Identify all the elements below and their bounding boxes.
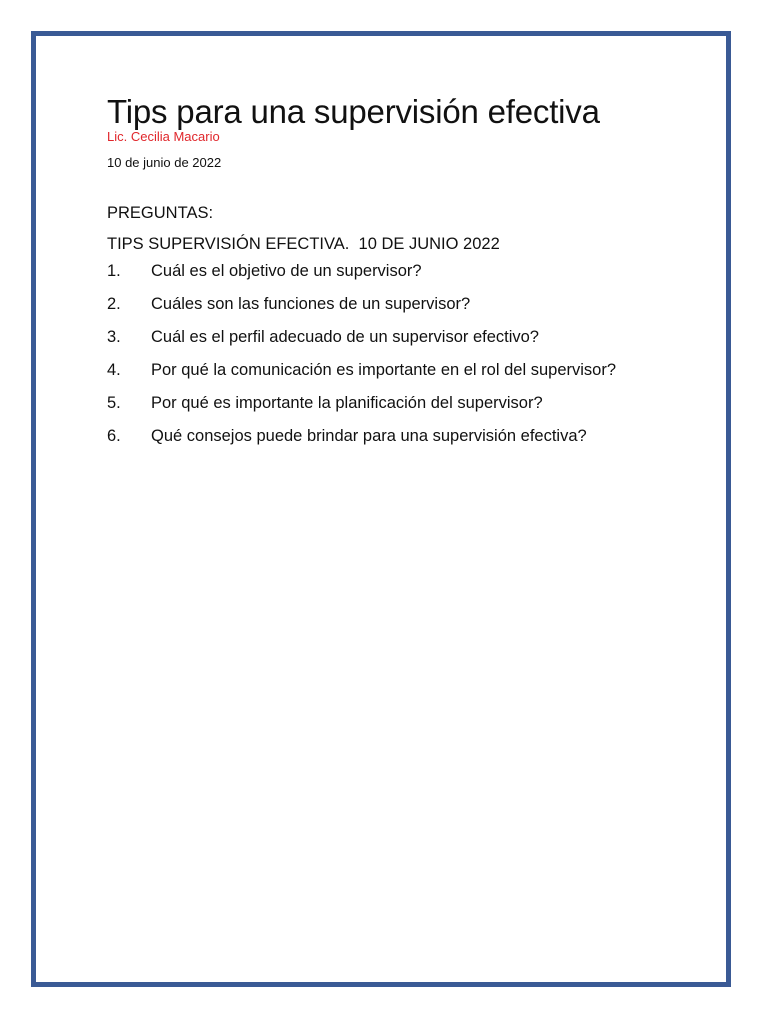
question-number: 1. bbox=[107, 262, 121, 280]
question-text: Cuáles son las funciones de un supervisor? bbox=[151, 295, 471, 313]
document-content bbox=[107, 92, 707, 459]
document-title: Tips para una supervisión efectiva bbox=[107, 93, 600, 130]
section-heading: PREGUNTAS: bbox=[107, 204, 214, 222]
question-text: Cuál es el perfil adecuado de un supervisor efectivo? bbox=[151, 328, 539, 346]
question-item bbox=[107, 294, 707, 314]
document-date: 10 de junio de 2022 bbox=[107, 155, 222, 170]
question-text: Qué consejos puede brindar para una supervisión efectiva? bbox=[151, 427, 587, 445]
question-item bbox=[107, 393, 707, 413]
question-text: Por qué la comunicación es importante en el rol del supervisor? bbox=[151, 361, 616, 379]
question-number: 5. bbox=[107, 394, 121, 412]
question-number: 3. bbox=[107, 328, 121, 346]
question-text: Cuál es el objetivo de un supervisor? bbox=[151, 262, 422, 280]
question-item bbox=[107, 360, 707, 380]
question-number: 4. bbox=[107, 361, 121, 379]
question-text: Por qué es importante la planificación del supervisor? bbox=[151, 394, 543, 412]
author-name: Lic. Cecilia Macario bbox=[107, 129, 220, 144]
question-number: 2. bbox=[107, 295, 121, 313]
question-item bbox=[107, 426, 707, 446]
subheading: TIPS SUPERVISIÓN EFECTIVA. 10 DE JUNIO 2022 bbox=[107, 235, 500, 253]
question-list bbox=[107, 261, 707, 446]
question-item bbox=[107, 261, 707, 281]
question-item bbox=[107, 327, 707, 347]
question-number: 6. bbox=[107, 427, 121, 445]
